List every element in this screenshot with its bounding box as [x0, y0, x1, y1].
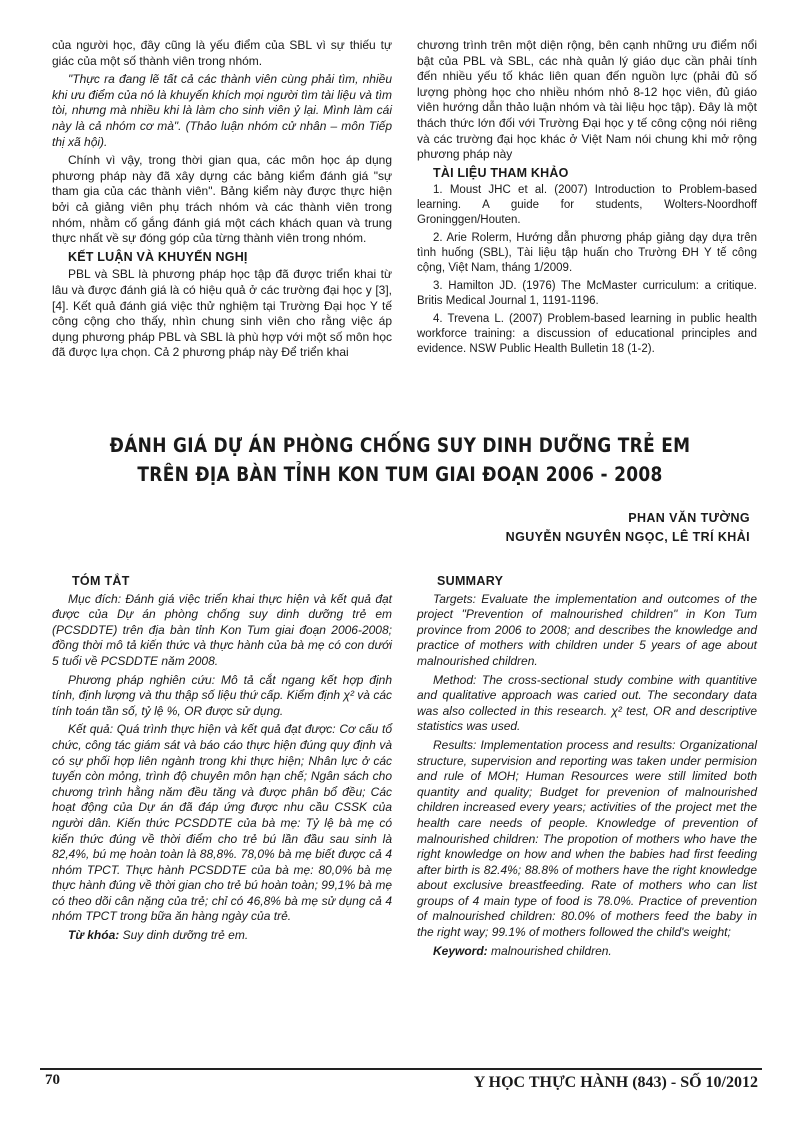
abstract-paragraph: Kết quả: Quá trình thực hiện và kết quả đạt được: Cơ cấu tổ chức, công tác giám sát và báo cáo thực hiện đúng quy định và có sự phối hợp liên ngành trong khi thực hiện; Nhân lực ở các tuyến còn mỏng, trình độ chuyên môn hạn chế; Ngân sách cho chương trình hằng năm đều tăng và được phân bổ đều; Các hoạt động của Dự án đã đáp ứng được nhu cầu CSSK của người dân. Kiến thức PCSDDTE của bà mẹ: Tỷ lệ bà mẹ có kiến thức đúng về thời điểm cho trẻ bú lần đầu sau sinh là 82,4%, bú mẹ hoàn toàn là 88,8%. 78,0% bà mẹ biết được cả 4 nhóm TPCT. Thực hành PCSDDTE của bà mẹ: 80,0% bà mẹ thực hành đúng về thời gian cho trẻ bú hoàn toàn; 99,1% bà mẹ có theo dõi cân nặng của trẻ; chỉ có 46,8% bà mẹ sử dụng cả 4 nhóm TPCT trong bữa ăn hàng ngày của trẻ. — [52, 722, 392, 924]
page-number: 70 — [45, 1072, 60, 1088]
footer-rule — [40, 1068, 762, 1070]
keyword-value: malnourished children. — [491, 943, 612, 958]
author-secondary: NGUYỄN NGUYÊN NGỌC, LÊ TRÍ KHẢI — [505, 530, 750, 544]
tomtat-heading: TÓM TẮT — [72, 574, 130, 588]
prev-paragraph: của người học, đây cũng là yếu điểm của SBL vì sự thiếu tự giác của một số thành viên trong nhóm. — [52, 38, 392, 68]
summary-paragraph: Method: The cross-sectional study combine with quantitive and qualitative approach was caried out. The secondary data was also collected in this research. χ² test, OR and descriptive statistics was used. — [417, 672, 757, 734]
prev-left-column — [52, 38, 392, 364]
keywords-label: Từ khóa: — [68, 928, 120, 943]
summary-heading: SUMMARY — [437, 574, 504, 588]
summary-paragraph: Targets: Evaluate the implementation and outcomes of the project "Prevention of malnourished children" in Kon Tum province from 2006 to 2008; and describes the knowledge and practice of mothers with children under 5 years of age about malnourished children. — [417, 591, 757, 668]
prev-paragraph: Chính vì vậy, trong thời gian qua, các môn học áp dụng phương pháp này đã xây dựng các bảng kiểm đánh giá "sự tham gia của các thành viên". Bảng kiểm này được thực hiện bởi cả giảng viên phụ trách nhóm và các thành viên trong nhóm, nhằm cố gắng đánh giá một cách khách quan và trung thực nhất về sự đóng góp của từng thành viên trong nhóm. — [52, 153, 392, 246]
prev-right-column — [417, 38, 757, 360]
reference-item: 4. Trevena L. (2007) Problem-based learning in public health workforce training: a discussion of educational principles and evidence. NSW Public Health Bulletin 18 (1-2). — [417, 313, 757, 356]
reference-item: 3. Hamilton JD. (1976) The McMaster curriculum: a critique. Britis Medical Journal 1, 1191-1196. — [417, 280, 757, 308]
author-primary: PHAN VĂN TƯỜNG — [628, 511, 750, 525]
abstract-paragraph: Phương pháp nghiên cứu: Mô tả cắt ngang kết hợp định tính, định lượng và thu thập số liệu thứ cấp. Kiểm định χ² và các tính toán tần số, tỷ lệ %, OR được sử dụng. — [52, 672, 392, 718]
abstract-english — [417, 574, 757, 962]
keywords-line — [52, 928, 392, 944]
article-title-line-2: TRÊN ĐỊA BÀN TỈNH KON TUM GIAI ĐOẠN 2006 - 2008 — [137, 463, 663, 487]
abstract-vietnamese — [52, 574, 392, 947]
keyword-line — [417, 944, 757, 960]
article-title-line-1: ĐÁNH GIÁ DỰ ÁN PHÒNG CHỐNG SUY DINH DƯỠNG TRẺ EM — [109, 434, 691, 458]
abstract-paragraph: Mục đích: Đánh giá việc triển khai thực hiện và kết quả đạt được của Dự án phòng chống suy dinh dưỡng trẻ em (PCSDDTE) trên địa bàn tỉnh Kon Tum giai đoạn 2006-2008; đồng thời mô tả kiến thức và thực hành của bà mẹ có con dưới 5 tuổi về PCSDDTE năm 2008. — [52, 591, 392, 668]
keyword-label: Keyword: — [433, 943, 488, 958]
conclusion-heading: KẾT LUẬN VÀ KHUYẾN NGHỊ — [68, 249, 248, 264]
references-heading: TÀI LIỆU THAM KHẢO — [433, 165, 569, 180]
summary-paragraph: Results: Implementation process and results: Organizational structure, supervision and reporting was taken under permision and rule of MOH; Human Resources were still limited both quantity and quality; Budget for prevenion of malnourished children increased every years; activities of the project met the health care needs of people. Knowledge of prevention of malnourished children: The propotion of mothers who have the right knowledge on how and when the babies had first feeding after birth is 82.4%; 88.8% of mothers have the right knowledge about exclusive breastfeeding. Rate of mothers who can list groups of 4 main type of food is 78.0%. Practice of prevention of malnourished children: 80.0% of mothers feed the baby in the right way; 99.1% of mothers followed the child's weight; — [417, 737, 757, 940]
reference-item: 2. Arie Rolerm, Hướng dẫn phương pháp giảng dạy dựa trên tình huống (SBL), Tài liệu tập huấn cho Trường ĐH Y tế công cộng, Việt Nam, tháng 1/2009. — [417, 232, 757, 275]
prev-quote: "Thực ra đang lẽ tất cả các thành viên cùng phải tìm, nhiều khi ưu điểm của nó là khuyến khích mọi người tìm tài liệu và tìm tòi, nhưng mà nhiều khi là làm cho sinh viên ỷ lại. Mình làm cái này là cả nhóm cơ mà". (Thảo luận nhóm cử nhân – môn Tiếp thị xã hội). — [52, 72, 392, 149]
prev-paragraph: chương trình trên một diện rộng, bên cạnh những ưu điểm nổi bật của PBL và SBL, các nhà quản lý giáo dục cần phải tính đến nhiều yếu tố khác liên quan đến nguồn lực (phải đủ số lượng phòng học cho nhiều nhóm nhỏ 8-12 học viên, đủ giáo viên hướng dẫn thảo luận nhóm và tài liệu học tập). Đây là một thách thức lớn đối với Trường Đại học y tế công cộng nói riêng và các trường đại học khác ở Việt Nam nói chung khi mở rộng phương pháp này — [417, 38, 757, 162]
keywords-value: Suy dinh dưỡng trẻ em. — [122, 928, 249, 943]
reference-item: 1. Moust JHC et al. (2007) Introduction to Problem-based learning. A guide for students, Wolters-Noordhoff Groninggen/Houten. — [417, 184, 757, 227]
conclusion-paragraph: PBL và SBL là phương pháp học tập đã được triển khai từ lâu và được đánh giá là có hiệu quả ở các trường đại học y [3],[4]. Kết quả đánh giá việc thử nghiệm tại Trường Đại học Y tế công cộng cho thấy, nhìn chung sinh viên cho rằng việc áp dụng phương pháp PBL và SBL là phù hợp với một số môn học đã được lựa chọn. Cả 2 phương pháp này Để triển khai — [52, 267, 392, 360]
journal-name: Y HỌC THỰC HÀNH (843) - SỐ 10/2012 — [473, 1074, 758, 1091]
